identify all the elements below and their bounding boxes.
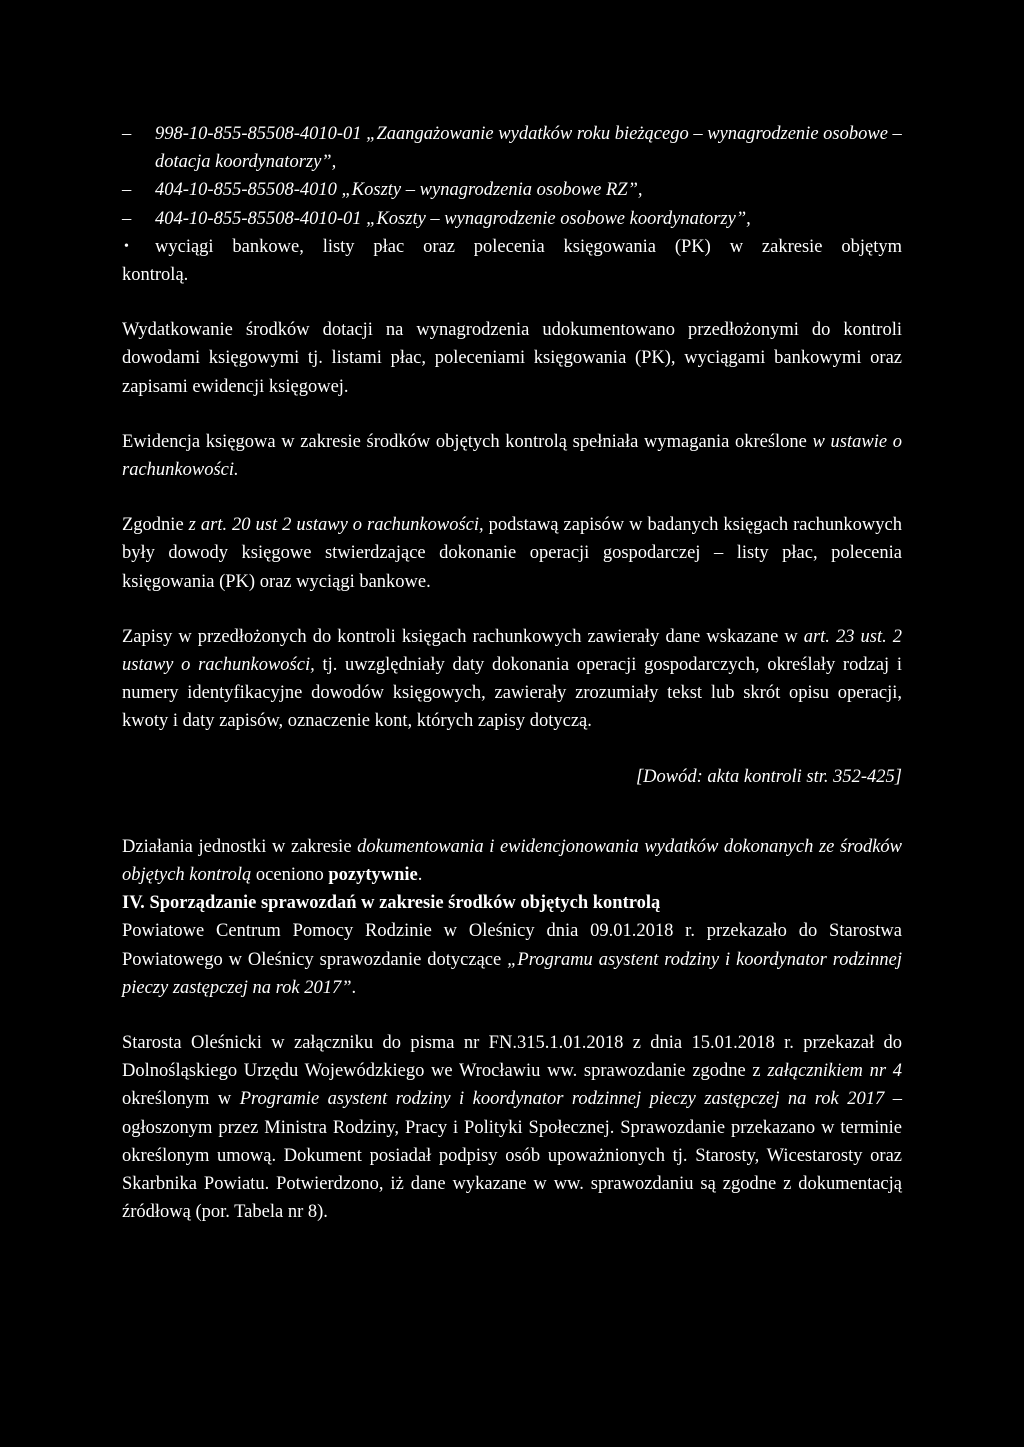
list-item (122, 120, 902, 176)
paragraph-text: oceniono (251, 865, 329, 886)
paragraph-italic-text: w ustawie o rachunkowości. (122, 431, 902, 481)
bullet-list (122, 233, 902, 289)
paragraph-text: Zgodnie (122, 515, 189, 536)
paragraph-italic-text: z art. 20 ust 2 ustawy o rachunkowości (188, 515, 480, 536)
list-item-text-continuation: kontrolą. (122, 265, 189, 286)
paragraph-text: – ogłoszonym przez Ministra Rodziny, Pracy i Polityki Społecznej. Sprawozdanie przekazano w terminie określonym umową. Dokument posiadał podpisy osób upoważnionych tj. Starosty, Wicestarosty oraz Skarbnika Powiatu. Potwierdzono, iż dane wykazane w ww. sprawozdaniu są zgodne z dokumentacją źródłową (por. Tabela nr 8). (122, 1089, 903, 1223)
paragraph-text: tj. uwzględniały daty dokonania operacji gospodarczych, określały rodzaj i numery identyfikacyjne dowodów księgowych, zawierały zrozumiały tekst lub skrót opisu operacji, kwoty i daty zapisów, oznaczenie kont, których zapisy dotyczą. (122, 655, 902, 732)
list-item-text: 998-10-855-85508-4010-01 „Zaangażowanie wydatków roku bieżącego – wynagrodzenie osobowe – dotacja koordynatorzy”, (155, 124, 902, 173)
paragraph-italic-text: Programie asystent rodziny i koordynator rodzinnej pieczy zastępczej na rok 2017 (239, 1089, 885, 1110)
document-page (122, 120, 902, 1227)
list-item (122, 205, 902, 233)
section-title: Sporządzanie sprawozdań w zakresie środków objętych kontrolą (149, 893, 661, 914)
list-item (122, 176, 902, 204)
paragraph-italic-text: art. 23 ust. 2 ustawy o rachunkowości, (122, 626, 902, 676)
list-item (122, 233, 902, 289)
dash-marker: – (122, 124, 132, 144)
paragraph-legal-basis (122, 511, 902, 596)
paragraph-text: Działania jednostki w zakresie (122, 836, 358, 857)
paragraph-documentation: Wydatkowanie środków dotacji na wynagrodzenia udokumentowano przedłożonymi do kontroli dowodami księgowymi tj. listami płac, poleceniami księgowania (PK), wyciągami bankowymi oraz zapisami ewidencji księgowej. (122, 320, 902, 397)
dash-marker: – (122, 208, 132, 229)
list-item-text: 404-10-855-85508-4010-01 „Koszty – wynagrodzenie osobowe koordynatorzy”, (155, 208, 751, 229)
evidence-reference: [Dowód: akta kontroli str. 352-425] (635, 766, 902, 787)
paragraph-text: . (351, 977, 357, 998)
paragraph-accounting (122, 428, 902, 484)
paragraph-assessment (122, 833, 902, 889)
paragraph-italic-text: „Programu asystent rodziny i koordynator rodzinnej pieczy zastępczej na rok 2017” (122, 949, 902, 998)
assessment-result: pozytywnie (328, 865, 418, 886)
paragraph-text: określonym w (122, 1089, 240, 1110)
paragraph-italic-text: dokumentowania i ewidencjonowania wydatków dokonanych ze środków objętych kontrolą (122, 836, 902, 886)
list-item-text: wyciągi bankowe, listy płac oraz polecenia księgowania (PK) w zakresie objętym (155, 236, 902, 257)
paragraph-text: Powiatowe Centrum Pomocy Rodzinie w Oleśnicy dnia 09.01.2018 r. przekazało do Starostwa Powiatowego w Oleśnicy sprawozdanie dotyczące (122, 921, 902, 970)
paragraph-starost-report (122, 1029, 902, 1226)
paragraph-text: , podstawą zapisów w badanych księgach rachunkowych były dowody księgowe stwierdzające dokonanie operacji gospodarczej – listy płac, polecenia księgowania (PK) oraz wyciągi bankowe. (122, 515, 902, 592)
list-item-text: 404-10-855-85508-4010 „Koszty – wynagrodzenia osobowe RZ”, (155, 180, 643, 201)
paragraph-text: Zapisy w przedłożonych do kontroli księgach rachunkowych zawierały dane wskazane w (122, 626, 804, 647)
account-list (122, 120, 902, 233)
section-number: IV. (122, 893, 145, 914)
dash-marker: – (122, 180, 132, 201)
paragraph-italic-text: załącznikiem nr 4 (767, 1061, 902, 1082)
paragraph-report-transfer (122, 917, 902, 1002)
paragraph-records (122, 623, 902, 736)
paragraph-text: Starosta Oleśnicki w załączniku do pisma nr FN.315.1.01.2018 z dnia 15.01.2018 r. przekazał do Dolnośląskiego Urzędu Wojewódzkiego we Wrocławiu ww. sprawozdanie zgodne z (122, 1033, 902, 1082)
section-heading (122, 889, 902, 917)
bullet-marker: • (124, 238, 129, 254)
paragraph-text: Ewidencja księgowa w zakresie środków objętych kontrolą spełniała wymagania określone (122, 431, 813, 452)
paragraph-text: . (417, 865, 423, 886)
